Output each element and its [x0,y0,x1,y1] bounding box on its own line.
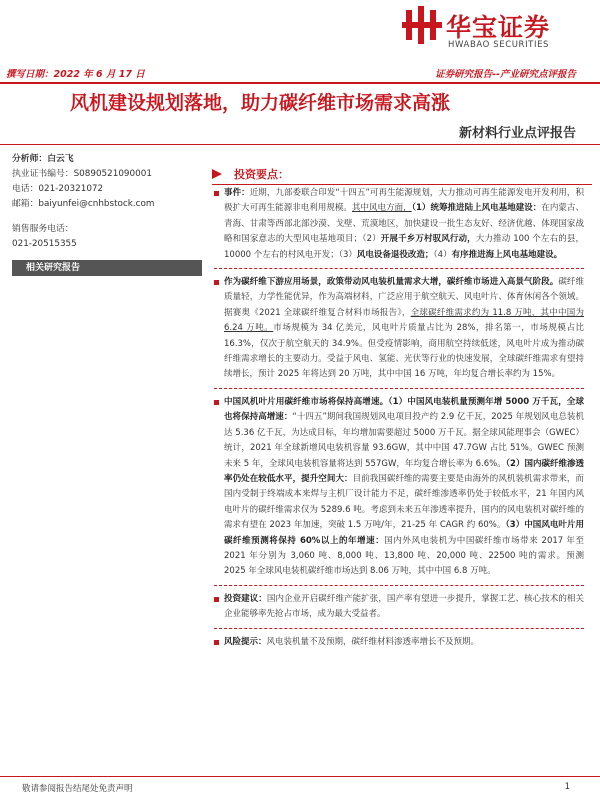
key-points-content [214,186,584,650]
sales-label: 销售服务电话： [12,224,74,234]
key-point-event [214,186,584,263]
bullet-icon [214,191,219,196]
title-divider [0,144,600,145]
footer-divider [0,776,600,777]
growth-text-3: 国内外风电装机为中国碳纤维市场带来 2017 年至 2021 年分别为 3,060 吨、8,000 吨、13,800 吨、20,000 吨、22500 吨的需求。预测 2025 年全球风电装机碳纤维市场达到 8.06 万吨，其中中国 6.8 万吨。 [224,535,584,577]
header-bar [0,66,600,80]
event-bold-1: （1）统筹推进陆上风电基地建设： [411,203,542,214]
bullet-icon [214,597,219,602]
bullet-icon [214,640,219,645]
dashed-divider [214,268,584,269]
downstream-text-2: 市场规模为 34 亿美元，风电叶片质量占比为 28%，排名第一，市场规模占比 16.3%，仅次于航空航天的 34.9%。但受疫情影响，商用航空持续低迷，风电叶片成为推动碳纤维需求增长的主要动力。受益于风电、氢能、光伏等行业的快速发展，全球碳纤维需求有望持续增长，预计 2025 年将达到 20 万吨，其中中国 16 万吨，年均复合增长率约为 15%。 [224,323,584,380]
hwabao-logo-icon [402,6,442,44]
growth-bold-1: （2）国内碳纤维渗透率仍处在较低水平，提升空间大： [224,458,584,484]
key-point-risk [214,635,584,650]
section-header [212,166,412,182]
analyst-license: 执业证书编号：S0890521090001 [12,169,152,179]
analyst-panel [12,152,207,276]
brand-name-cn: 华宝证券 [446,13,551,42]
analyst-name: 分析师：白云飞 [12,154,74,164]
sales-phone: 021-20515355 [12,239,77,249]
report-type: 证券研究报告--产业研究点评报告 [435,69,576,80]
section-arrow-icon [212,169,222,179]
sub-title: 新材料行业点评报告 [458,126,576,141]
dashed-divider [214,388,584,389]
report-date: 撰写日期：2022 年 6 月 17 日 [6,69,145,80]
bullet-icon [214,280,219,285]
header-divider [0,82,600,84]
event-bold-2: 开展千乡万村驭风行动， [380,234,476,245]
analyst-phone: 电话：021-20321072 [12,184,104,194]
bullet-icon [214,400,219,405]
dashed-divider [214,628,584,629]
event-text: 近期，九部委联合印发“十四五”可再生能源规划，大力推动可再生能源发电开发利用，积极扩大可再生能源非电利用规模。 [224,188,584,214]
key-point-investment [214,592,584,623]
footer-disclaimer: 敬请参阅报告结尾处免责声明 [22,784,133,794]
event-text-3: 大力推动 100 个左右的县，10000 个左右的村风电开发；（3） [224,234,584,260]
main-title: 风机建设规划落地，助力碳纤维市场需求高涨 [70,92,451,114]
growth-text-2: 目前我国碳纤维的需要主要是由海外的风机装机需求带来，而国内受制于终端成本来焊与主机厂设计能力不足，碳纤维渗透率仍处于较低水平，21 年国内风电叶片的碳纤维需求仅为 5289.6 吨。考虑到未来五年渗透率提升，国内的风电装机对碳纤维的需求有望在 2023 年加速，突破 1.5 万吨/年，21-25 年 CAGR 约 60%。 [224,473,584,531]
investment-text: 国内企业开启碳纤维产能扩张，国产率有望进一步提升，掌握工艺、核心技术的相关企业能够率先抢占市场，成为最大受益者。 [224,593,584,620]
event-bold-3: 风电设备退役改造； [356,249,434,260]
brand-name-en: HWABAO SECURITIES [448,40,550,50]
risk-lead: 风险提示： [224,636,267,647]
section-title: 投资要点： [234,168,289,181]
dashed-divider [214,585,584,586]
downstream-underline: 全球碳纤维需求约为 11.8 万吨，其中中国为 6.24 万吨。 [224,307,584,334]
growth-text-1: “十四五”期间我国规划风电项目投产约 2.9 亿千瓦，2025 年规划风电总装机达 5.36 亿千瓦，为达成目标，年均增加需要超过 5000 万千瓦。据全球风能理事会（GWEC）统计，2021 年全球新增风电装机容量 93.6GW，其中中国 47.7GW 占比 51%。GWEC 预测未来 5 年，全球风电装机容量将达到 557GW，年均复合增长率为 6.6%。 [224,412,584,469]
growth-bold-2: （3）中国风电叶片用碳纤维预测将保持 60%以上的年增速： [224,520,584,546]
event-lead: 事件： [224,188,250,198]
downstream-text-1: 碳纤维质量轻，力学性能优异，作为高端材料，广泛应用于航空航天、风电叶片、体育休闲各个领域。据赛奥《2021 全球碳纤维复合材料市场报告》， [224,277,584,318]
page-number: 1 [564,782,570,792]
key-point-growth [214,395,584,580]
related-reports-header: 相关研究报告 [12,260,202,276]
investment-lead: 投资建议： [224,593,267,604]
event-text-4: （4） [433,249,452,260]
key-point-downstream [214,275,584,383]
analyst-email[interactable]: 邮箱：baiyunfei@cnhbstock.com [12,199,155,209]
downstream-lead: 作为碳纤维下游应用场景，政策带动风电装机量需求大增，碳纤维市场进入高景气阶段。 [224,277,559,288]
event-underline: 其中风电方面， [351,203,412,214]
event-text-2: 在内蒙古、青海、甘肃等西部北部沙漠、戈壁、荒漠地区，加快建设一批生态友好、经济优越、体现国家战略和国家意志的大型风电基地项目；（2） [224,203,584,245]
growth-lead: 中国风机叶片用碳纤维市场将保持高增速。（1）中国风电装机量预测年增 5000 万千瓦，全球也将保持高增速： [224,396,584,423]
risk-text: 风电装机量不及预期，碳纤维材料渗透率增长不及预期。 [266,636,480,647]
brand-logo [402,6,592,56]
section-divider [212,184,592,185]
event-bold-4: 有序推进海上风电基地建设。 [451,249,563,260]
